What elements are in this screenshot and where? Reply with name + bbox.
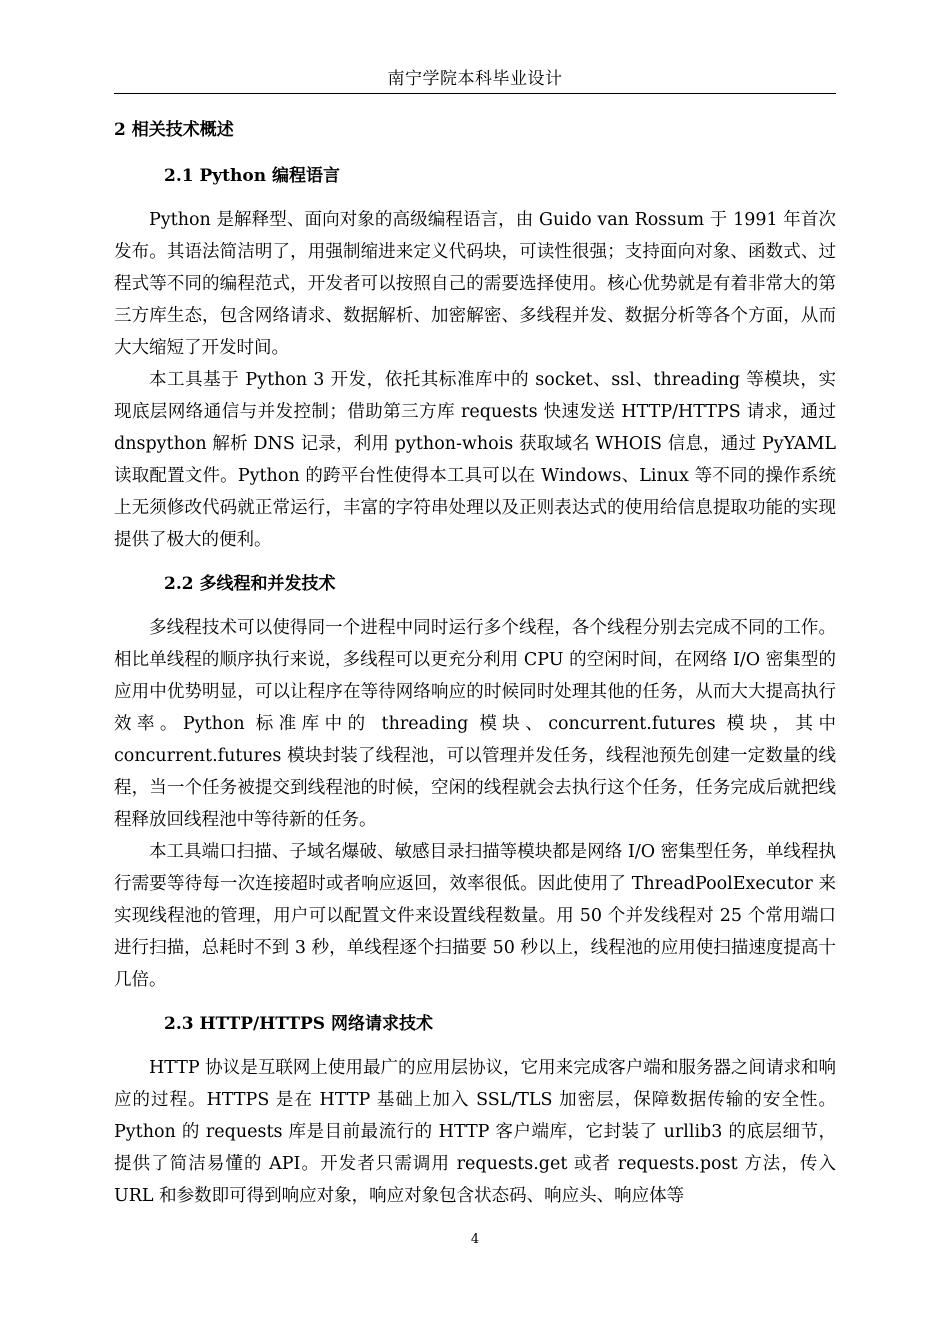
running-header: 南宁学院本科毕业设计 [114, 66, 836, 94]
paragraph: 本工具基于 Python 3 开发，依托其标准库中的 socket、ssl、threading 等模块，实现底层网络通信与并发控制；借助第三方库 requests 快速发送 HTTP/HTTPS 请求，通过 dnspython 解析 DNS 记录，利用 python-whois 获取域名 WHOIS 信息，通过 PyYAML 读取配置文件。Python 的跨平台性使得本工具可以在 Windows、Linux 等不同的操作系统上无须修改代码就正常运行，丰富的字符串处理以及正则表达式的使用给信息提取功能的实现提供了极大的便利。 [114, 370, 836, 550]
paragraph: 多线程技术可以使得同一个进程中同时运行多个线程，各个线程分别去完成不同的工作。相比单线程的顺序执行来说，多线程可以更充分利用 CPU 的空闲时间，在网络 I/O 密集型的应用中优势明显，可以让程序在等待网络响应的时候同时处理其他的任务，从而大大提高执行效率。Python 标准库中的 threading 模块、concurrent.futures 模块，其中 concurrent.futures 模块封装了线程池，可以管理并发任务，线程池预先创建一定数量的线程，当一个任务被提交到线程池的时候，空闲的线程就会去执行这个任务，任务完成后就把线程释放回线程池中等待新的任务。 [114, 618, 836, 830]
paragraph: 本工具端口扫描、子域名爆破、敏感目录扫描等模块都是网络 I/O 密集型任务，单线程执行需要等待每一次连接超时或者响应返回，效率很低。因此使用了 ThreadPoolExecutor 来实现线程池的管理，用户可以配置文件来设置线程数量。用 50 个并发线程对 25 个常用端口进行扫描，总耗时不到 3 秒，单线程逐个扫描要 50 秒以上，线程池的应用使扫描速度提高十几倍。 [114, 842, 836, 990]
section-title-2-3: 2.3 HTTP/HTTPS 网络请求技术 [164, 1014, 433, 1034]
page-body [114, 112, 836, 1212]
section-title-2-1: 2.1 Python 编程语言 [164, 166, 340, 186]
paragraph: HTTP 协议是互联网上使用最广的应用层协议，它用来完成客户端和服务器之间请求和响应的过程。HTTPS 是在 HTTP 基础上加入 SSL/TLS 加密层，保障数据传输的安全性。Python 的 requests 库是目前最流行的 HTTP 客户端库，它封装了 urllib3 的底层细节，提供了简洁易懂的 API。开发者只需调用 requests.get 或者 requests.post 方法，传入 URL 和参数即可得到响应对象，响应对象包含状态码、响应头、响应体等 [114, 1058, 836, 1206]
chapter-title: 2 相关技术概述 [114, 120, 234, 140]
paragraph: Python 是解释型、面向对象的高级编程语言，由 Guido van Rossum 于 1991 年首次发布。其语法简洁明了，用强制缩进来定义代码块，可读性很强；支持面向对象、函数式、过程式等不同的编程范式，开发者可以按照自己的需要选择使用。核心优势就是有着非常大的第三方库生态，包含网络请求、数据解析、加密解密、多线程并发、数据分析等各个方面，从而大大缩短了开发时间。 [114, 210, 836, 358]
section-title-2-2: 2.2 多线程和并发技术 [164, 574, 336, 594]
page-number: 4 [470, 1232, 480, 1247]
